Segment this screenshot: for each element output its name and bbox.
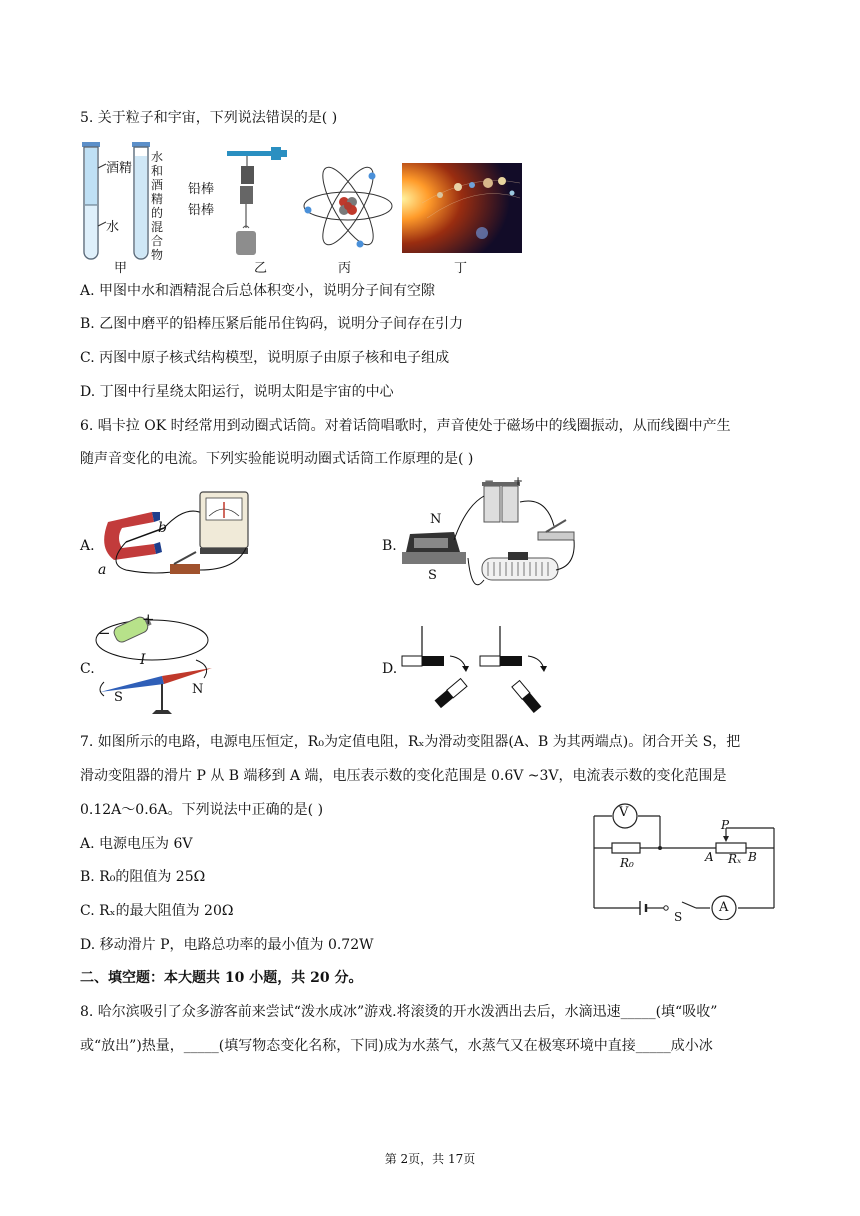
q7-circuit-label-p: P xyxy=(721,818,730,832)
q6-figure-a xyxy=(96,484,252,592)
q6-stem-line1: 6. 唱卡拉 OK 时经常用到动圈式话筒。对着话筒唱歌时，声音使处于磁场中的线圈振动，从而线圈中产生 xyxy=(80,418,731,434)
q5-option-d: D. 丁图中行星绕太阳运行，说明太阳是宇宙的中心 xyxy=(80,384,394,400)
q7-stem-line1: 7. 如图所示的电路，电源电压恒定，R₀为定值电阻，Rₓ为滑动变阻器(A、B 为其两端点)。闭合开关 S，把 xyxy=(80,734,741,750)
q5-figure-yi xyxy=(225,144,295,264)
q7-circuit-label-rx: Rₓ xyxy=(728,852,742,866)
section-heading-fill-in: 二、填空题：本大题共 10 小题，共 20 分。 xyxy=(80,970,363,986)
q5-caption-yi: 乙 xyxy=(254,261,268,276)
q6-a-label-a: a xyxy=(98,562,107,578)
q5-label-rod2: 铅棒 xyxy=(188,203,215,218)
q5-option-a: A. 甲图中水和酒精混合后总体积变小，说明分子间有空隙 xyxy=(80,283,436,299)
q8-line2: 或“放出”)热量，_____(填写物态变化名称，下同)成为水蒸气，水蒸气又在极寒环境中直接_____成小冰 xyxy=(80,1038,713,1054)
q6-option-a-label: A. xyxy=(80,538,95,554)
q5-label-water: 水 xyxy=(106,220,120,235)
q8-line1: 8. 哈尔滨吸引了众多游客前来尝试“泼水成冰”游戏.将滚烫的开水泼洒出去后，水滴迅速_____(填“吸收” xyxy=(80,1004,718,1020)
q5-label-mixture: 水和酒精的混合物 xyxy=(151,150,164,262)
q5-option-b: B. 乙图中磨平的铅棒压紧后能吊住钩码，说明分子间存在引力 xyxy=(80,316,464,332)
q6-figure-b xyxy=(396,476,586,604)
q6-c-label-s: S xyxy=(114,690,123,705)
q5-option-c: C. 丙图中原子核式结构模型，说明原子由原子核和电子组成 xyxy=(80,350,450,366)
q6-a-label-b: b xyxy=(158,520,167,536)
q6-b-label-minus: − xyxy=(484,474,495,488)
q5-figure-ding xyxy=(402,163,522,253)
q6-b-label-plus: + xyxy=(513,474,524,488)
q5-figure-bing xyxy=(300,158,396,254)
q7-stem-line3: 0.12A～0.6A。下列说法中正确的是( ) xyxy=(80,802,324,818)
q5-caption-ding: 丁 xyxy=(454,261,468,276)
q7-option-a: A. 电源电压为 6V xyxy=(80,836,193,852)
q6-option-c-label: C. xyxy=(80,661,95,677)
q5-label-rod1: 铅棒 xyxy=(188,182,215,197)
q7-option-c: C. Rₓ的最大阻值为 20Ω xyxy=(80,903,234,919)
q7-stem-line2: 滑动变阻器的滑片 P 从 B 端移到 A 端，电压表示数的变化范围是 0.6V ~3V，电流表示数的变化范围是 xyxy=(80,768,727,784)
q7-option-d: D. 移动滑片 P，电路总功率的最小值为 0.72W xyxy=(80,937,374,953)
q6-c-label-n: N xyxy=(192,682,204,697)
q7-option-b: B. R₀的阻值为 25Ω xyxy=(80,869,206,885)
q6-c-label-minus: − xyxy=(98,624,111,642)
q6-c-label-plus: + xyxy=(142,610,155,628)
q7-circuit-label-r0: R₀ xyxy=(620,856,634,870)
q6-option-d-label: D. xyxy=(382,661,398,677)
q7-circuit-label-v: V xyxy=(619,805,629,820)
q6-figure-d xyxy=(398,622,558,722)
q6-figure-c xyxy=(92,612,222,724)
q6-c-label-i: I xyxy=(140,652,146,668)
q5-label-alcohol: 酒精 xyxy=(106,161,133,176)
q5-caption-bing: 丙 xyxy=(338,261,352,276)
q6-b-label-s: S xyxy=(428,568,437,583)
q5-caption-jia: 甲 xyxy=(114,261,128,276)
q6-stem-line2: 随声音变化的电流。下列实验能说明动圈式话筒工作原理的是( ) xyxy=(80,451,474,467)
q5-stem: 5. 关于粒子和宇宙，下列说法错误的是( ) xyxy=(80,110,338,126)
q7-circuit-label-end-b: B xyxy=(748,850,757,864)
q7-circuit-label-s: S xyxy=(674,910,683,924)
q6-b-label-n: N xyxy=(430,512,442,527)
q7-circuit-label-ammeter: A xyxy=(719,900,729,915)
q7-circuit-label-end-a: A xyxy=(705,850,714,864)
page-footer: 第 2页，共 17页 xyxy=(384,1152,476,1166)
q6-option-b-label: B. xyxy=(382,538,397,554)
